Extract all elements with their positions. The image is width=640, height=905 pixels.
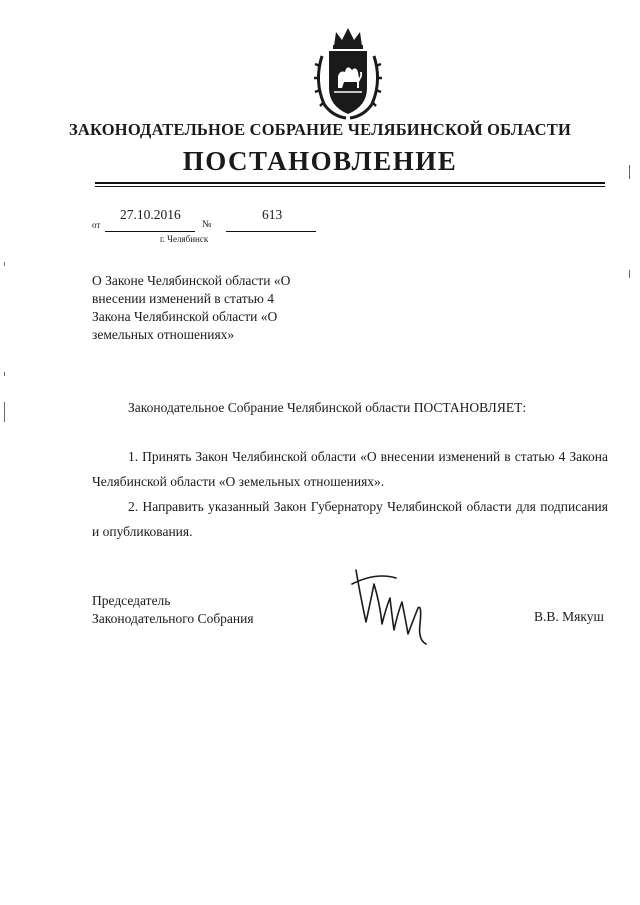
scan-mark <box>4 402 5 422</box>
scan-mark <box>4 262 5 266</box>
decree-item-1: 1. Принять Закон Челябинской области «О внесении изменений в статью 4 Закона Челябинской области «О земельных отношениях». <box>92 449 608 489</box>
document-type: ПОСТАНОВЛЕНИЕ <box>182 146 458 176</box>
scan-mark <box>629 270 630 278</box>
signatory-position <box>92 592 254 628</box>
coat-of-arms-icon <box>312 26 384 122</box>
scan-mark <box>629 165 630 179</box>
organization-title: ЗАКОНОДАТЕЛЬНОЕ СОБРАНИЕ ЧЕЛЯБИНСКОЙ ОБЛАСТИ <box>68 120 572 139</box>
signatory-position-line1: Председатель <box>92 593 171 608</box>
decree-line: Законодательное Собрание Челябинской области ПОСТАНОВЛЯЕТ: <box>128 400 527 415</box>
number-underline <box>226 231 316 232</box>
signatory-name: В.В. Мякуш <box>534 609 604 624</box>
document-date: 27.10.2016 <box>120 207 181 222</box>
city: г. Челябинск <box>160 234 209 244</box>
header-rule-thin <box>95 186 605 187</box>
decree-item-2: 2. Направить указанный Закон Губернатору Челябинской области для подписания и опубликования. <box>92 499 608 539</box>
date-prefix: от <box>92 220 101 230</box>
number-sign: № <box>202 219 212 230</box>
scan-mark <box>4 372 5 376</box>
document-number: 613 <box>262 207 283 222</box>
signatory-position-line2: Законодательного Собрания <box>92 611 254 626</box>
handwritten-signature <box>346 564 438 648</box>
header-rule <box>95 182 605 184</box>
document-subject: О Законе Челябинской области «О внесении изменений в статью 4 Закона Челябинской области «О земельных отношениях» <box>92 273 291 342</box>
date-underline <box>105 231 195 232</box>
